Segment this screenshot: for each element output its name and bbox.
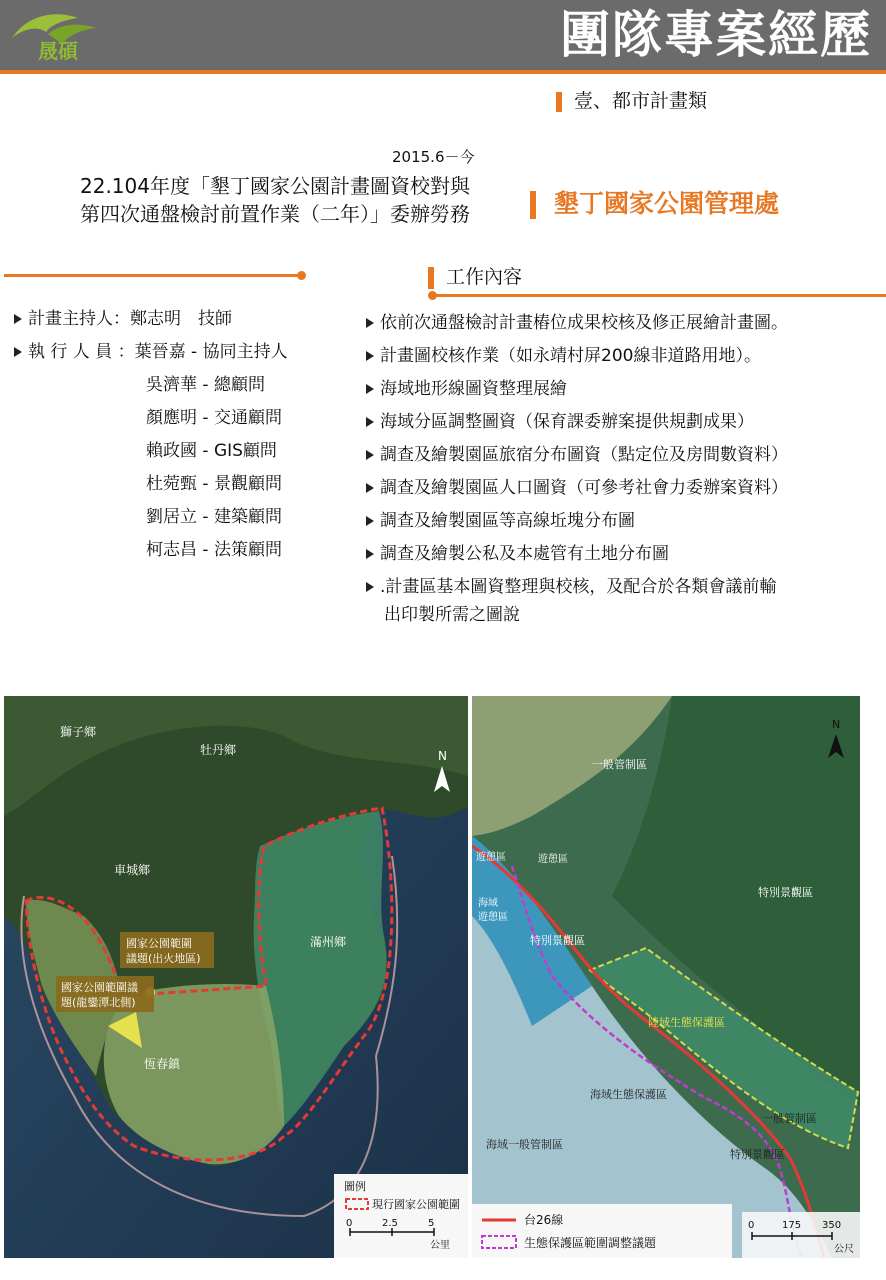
task-text: .計畫區基本圖資整理與校核，及配合於各類會議前輸 xyxy=(380,577,777,597)
task-list xyxy=(366,312,876,637)
staff-member-row: 杜菀甄 - 景觀顧問 xyxy=(146,474,282,494)
project-title-line1: 22.104年度「墾丁國家公園計畫圖資校對與 xyxy=(80,174,470,198)
work-heading-bar xyxy=(428,267,434,289)
task-item xyxy=(366,378,876,400)
task-item xyxy=(366,543,876,565)
svg-text:晟碩: 晟碩 xyxy=(38,39,78,62)
section-category xyxy=(556,86,707,113)
work-heading xyxy=(428,262,522,289)
staff-member-row xyxy=(14,341,288,374)
place-label-hengchun: 恆春鎮 xyxy=(144,1057,181,1071)
scale-label-mid: 2.5 xyxy=(382,1218,398,1229)
bullet-icon xyxy=(366,516,374,526)
zone-label: 特別景觀區 xyxy=(730,1148,785,1161)
work-heading-label: 工作內容 xyxy=(446,266,523,288)
header-bar xyxy=(0,0,886,70)
task-item-continued: 出印製所需之圖說 xyxy=(384,605,520,625)
zone-label: 海域一般管制區 xyxy=(486,1138,563,1151)
page-title: 團隊專案經歷 xyxy=(560,5,872,64)
legend-eco-label: 生態保護區範圍調整議題 xyxy=(524,1236,657,1250)
task-item xyxy=(366,510,876,532)
task-item xyxy=(366,576,876,598)
bullet-icon xyxy=(366,351,374,361)
task-text: 海域分區調整圖資（保育課委辦案提供規劃成果） xyxy=(380,412,754,432)
zone-label: 遊憩區 xyxy=(538,854,568,865)
task-item xyxy=(366,345,876,367)
scale-label-end: 5 xyxy=(428,1218,435,1229)
leader-label: 計畫主持人： xyxy=(28,309,130,329)
project-title xyxy=(40,172,510,228)
bullet-icon xyxy=(366,450,374,460)
staff-member-row: 劉居立 - 建築顧問 xyxy=(146,507,282,527)
staff-member-row: 柯志昌 - 法策顧問 xyxy=(146,540,282,560)
task-text: 調查及繪製園區等高線坵塊分布圖 xyxy=(380,511,635,531)
task-text: 調查及繪製園區人口圖資（可參考社會力委辦案資料） xyxy=(380,478,788,498)
task-item xyxy=(366,444,876,466)
zone-label: 遊憩區 xyxy=(476,852,506,863)
header-accent-line xyxy=(0,70,886,74)
task-text: 海域地形線圖資整理展繪 xyxy=(380,379,567,399)
zone-label: 一般管制區 xyxy=(592,758,647,771)
scale-unit: 公尺 xyxy=(834,1244,854,1255)
map-figures xyxy=(4,696,860,1258)
bullet-icon xyxy=(366,549,374,559)
bullet-icon xyxy=(366,483,374,493)
zone-label: 陸域生態保護區 xyxy=(648,1016,725,1029)
scale-label-0: 0 xyxy=(346,1218,353,1229)
task-text: 調查及繪製園區旅宿分布圖資（點定位及房間數資料） xyxy=(380,445,788,465)
members-label: 執 行 人 員 ： xyxy=(28,342,135,362)
staff-member-row: 吳濟華 - 總顧問 xyxy=(146,375,265,395)
task-item xyxy=(366,411,876,433)
svg-text:N: N xyxy=(832,718,841,731)
project-title-line2: 第四次通盤檢討前置作業（二年）」委辦勞務 xyxy=(80,202,470,226)
company-logo xyxy=(8,8,100,62)
task-text: 計畫圖校核作業（如永靖村屏200線非道路用地）。 xyxy=(380,346,761,366)
zone-label: 特別景觀區 xyxy=(530,934,585,947)
staff-list xyxy=(14,308,288,572)
divider-left xyxy=(4,274,302,277)
scale-unit: 公里 xyxy=(430,1240,450,1251)
leader-name: 鄭志明 技師 xyxy=(130,309,232,329)
place-label-checheng: 車城鄉 xyxy=(114,863,151,877)
category-label: 壹、都市計畫類 xyxy=(574,90,708,112)
scale-label-mid: 175 xyxy=(782,1220,802,1231)
bullet-icon xyxy=(14,314,22,324)
client-bar xyxy=(530,191,536,219)
task-item xyxy=(366,477,876,499)
task-text: 調查及繪製公私及本處管有土地分布圖 xyxy=(380,544,669,564)
scale-label-0: 0 xyxy=(748,1220,755,1231)
zoning-detail-map xyxy=(472,696,860,1258)
bullet-icon xyxy=(366,417,374,427)
scale-label-end: 350 xyxy=(822,1220,842,1231)
client-label: 墾丁國家公園管理處 xyxy=(554,189,780,218)
zone-label: 海域 xyxy=(478,898,498,909)
client-name xyxy=(530,184,779,220)
legend-boundary-label: 現行國家公園範圍 xyxy=(372,1198,460,1211)
place-label-shizi: 獅子鄉 xyxy=(60,725,97,739)
bullet-icon xyxy=(366,318,374,328)
project-date: 2015.6－今 xyxy=(392,148,475,166)
staff-leader-row xyxy=(14,308,288,341)
legend-highway-label: 台26線 xyxy=(524,1213,564,1227)
divider-right xyxy=(432,294,886,297)
legend-title: 圖例 xyxy=(344,1180,366,1193)
svg-text:N: N xyxy=(438,749,447,763)
task-item xyxy=(366,312,876,334)
bullet-icon xyxy=(366,384,374,394)
place-label-mudan: 牡丹鄉 xyxy=(200,743,237,757)
callout-fire-area-line1: 國家公園範圍 xyxy=(126,937,192,950)
park-boundary-map xyxy=(4,696,468,1258)
zone-label: 一般管制區 xyxy=(762,1112,817,1125)
callout-longluan-line1: 國家公園範圍議 xyxy=(61,981,138,994)
zone-label: 海域生態保護區 xyxy=(590,1088,667,1101)
callout-fire-area-line2: 議題(出火地區) xyxy=(126,952,201,965)
member-name: 葉晉嘉 - 協同主持人 xyxy=(134,342,288,362)
zone-label: 遊憩區 xyxy=(478,912,508,923)
staff-member-row: 賴政國 - GIS顧問 xyxy=(146,441,277,461)
bullet-icon xyxy=(14,347,22,357)
zone-label: 特別景觀區 xyxy=(758,886,813,899)
place-label-manzhou: 滿州鄉 xyxy=(310,935,347,949)
category-bar xyxy=(556,92,562,112)
task-text: 依前次通盤檢討計畫樁位成果校核及修正展繪計畫圖。 xyxy=(380,313,788,333)
callout-longluan-line2: 題(龍鑾潭北側) xyxy=(61,996,136,1009)
staff-member-row: 顏應明 - 交通顧問 xyxy=(146,408,282,428)
bullet-icon xyxy=(366,582,374,592)
